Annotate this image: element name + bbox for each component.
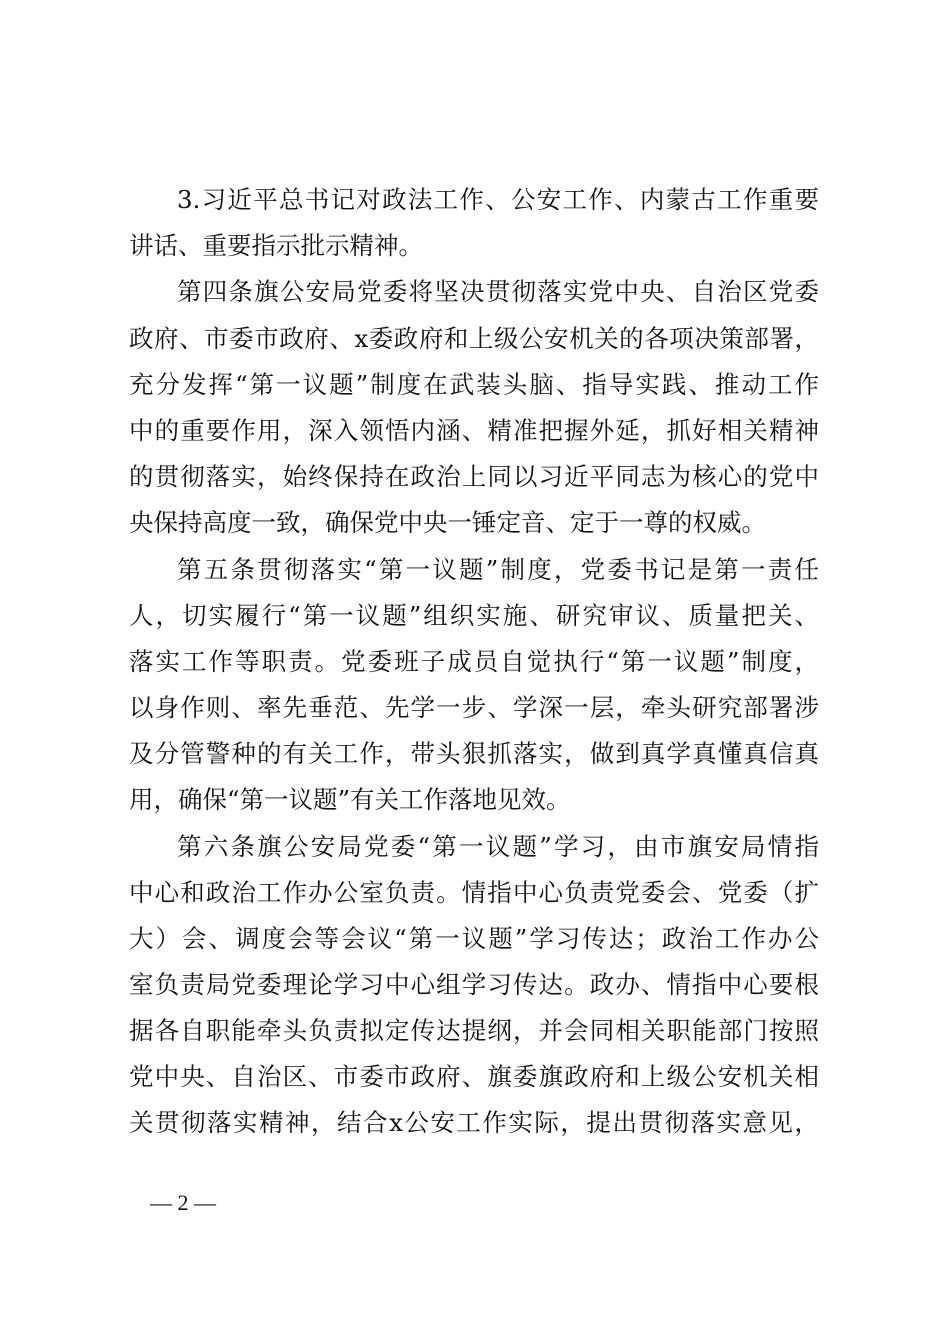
text-line: 的贯彻落实，始终保持在政治上同以习近平同志为核心的党中 [129, 462, 819, 491]
text-line: 充分发挥“第一议题”制度在武装头脑、指导实践、推动工作 [129, 370, 819, 399]
text-line: 3.习近平总书记对政法工作、公安工作、内蒙古工作重要 [177, 185, 819, 214]
page-number: — 2 — [150, 1190, 216, 1215]
text-line: 落实工作等职责。党委班子成员自觉执行“第一议题”制度， [129, 647, 819, 676]
text-line: 中的重要作用，深入领悟内涵、精准把握外延，抓好相关精神 [129, 416, 819, 445]
text-line: 党中央、自治区、市委市政府、旗委旗政府和上级公安机关相 [129, 1062, 819, 1091]
text-line: 用，确保“第一议题”有关工作落地见效。 [129, 785, 571, 814]
text-line: 政府、市委市政府、x委政府和上级公安机关的各项决策部署， [129, 324, 819, 353]
text-line: 以身作则、率先垂范、先学一步、学深一层，牵头研究部署涉 [129, 693, 819, 722]
text-line: 第五条贯彻落实“第一议题”制度，党委书记是第一责任 [177, 555, 819, 584]
text-line: 室负责局党委理论学习中心组学习传达。政办、情指中心要根 [129, 970, 819, 999]
text-line: 大）会、调度会等会议“第一议题”学习传达；政治工作办公 [129, 924, 819, 953]
text-line: 中心和政治工作办公室负责。情指中心负责党委会、党委（扩 [129, 878, 819, 907]
text-line: 据各自职能牵头负责拟定传达提纲，并会同相关职能部门按照 [129, 1016, 819, 1045]
text-line: 第六条旗公安局党委“第一议题”学习，由市旗安局情指 [177, 832, 819, 861]
text-line: 及分管警种的有关工作，带头狠抓落实，做到真学真懂真信真 [129, 739, 819, 768]
text-line: 关贯彻落实精神，结合x公安工作实际，提出贯彻落实意见， [129, 1108, 819, 1137]
text-line: 讲话、重要指示批示精神。 [129, 231, 423, 260]
text-line: 人，切实履行“第一议题”组织实施、研究审议、质量把关、 [129, 601, 819, 630]
text-line: 第四条旗公安局党委将坚决贯彻落实党中央、自治区党委 [177, 277, 819, 306]
text-line: 央保持高度一致，确保党中央一锤定音、定于一尊的权威。 [129, 508, 766, 537]
